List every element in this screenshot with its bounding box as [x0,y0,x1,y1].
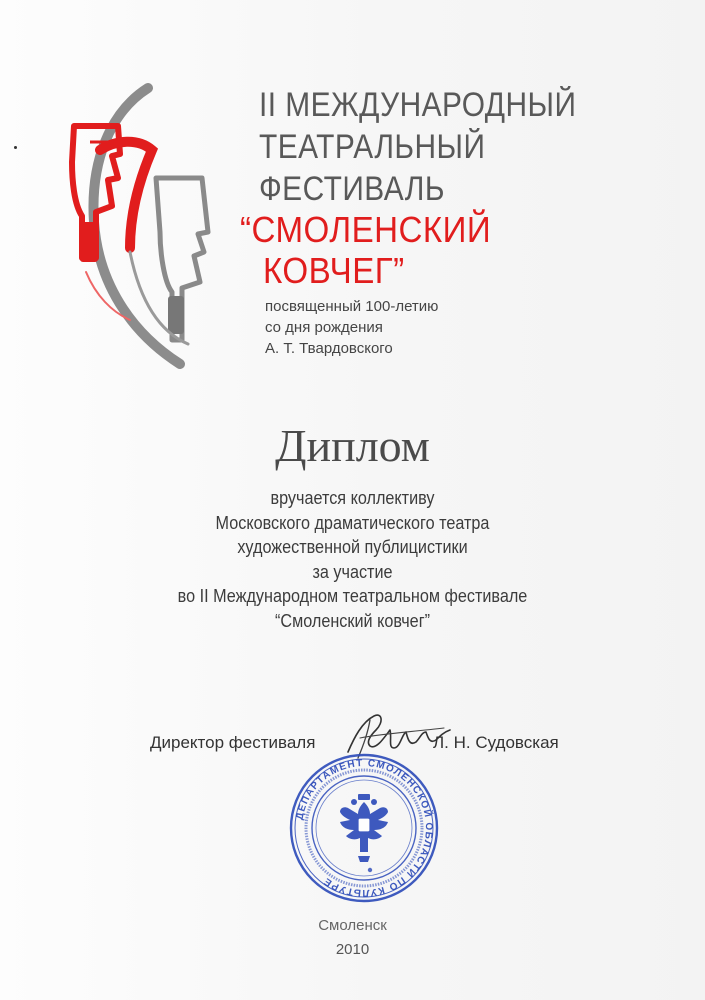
dedication-line-1: посвященный 100-летию [265,298,439,315]
diploma-body [0,486,705,633]
body-line-6: “Смоленский ковчег” [275,610,430,631]
signatory-position: Директор фестиваля [150,733,316,752]
issue-year: 2010 [335,941,370,958]
body-line-4: за участие [312,561,393,582]
body-line-3: художественной публицистики [237,537,468,557]
dedication-line-3: А. Т. Твардовского [265,340,393,357]
body-line-1: вручается коллективу [270,488,435,508]
stamp-ring-text: ДЕПАРТАМЕНТ СМОЛЕНСКОЙ ОБЛАСТИ ПО КУЛЬТУРЕ [294,757,435,899]
festival-heading [0,0,705,360]
festival-name-line-2: КОВЧЕГ” [263,250,405,291]
body-line-2: Московского драматического театра [215,512,490,533]
official-stamp [288,752,440,904]
body-line-5: во II Международном театральном фестивале [177,586,528,606]
issue-city: Смоленск [318,917,387,934]
heading-line-2: ТЕАТРАЛЬНЫЙ [259,128,486,166]
dedication-line-2: со дня рождения [265,319,383,336]
diploma-title: Диплом [275,420,430,471]
heading-line-3: ФЕСТИВАЛЬ [259,170,445,208]
festival-name-line-1: “СМОЛЕНСКИЙ [240,209,492,250]
heading-line-1: II МЕЖДУНАРОДНЫЙ [259,86,577,124]
signatory-name: Л. Н. Судовская [433,733,559,752]
